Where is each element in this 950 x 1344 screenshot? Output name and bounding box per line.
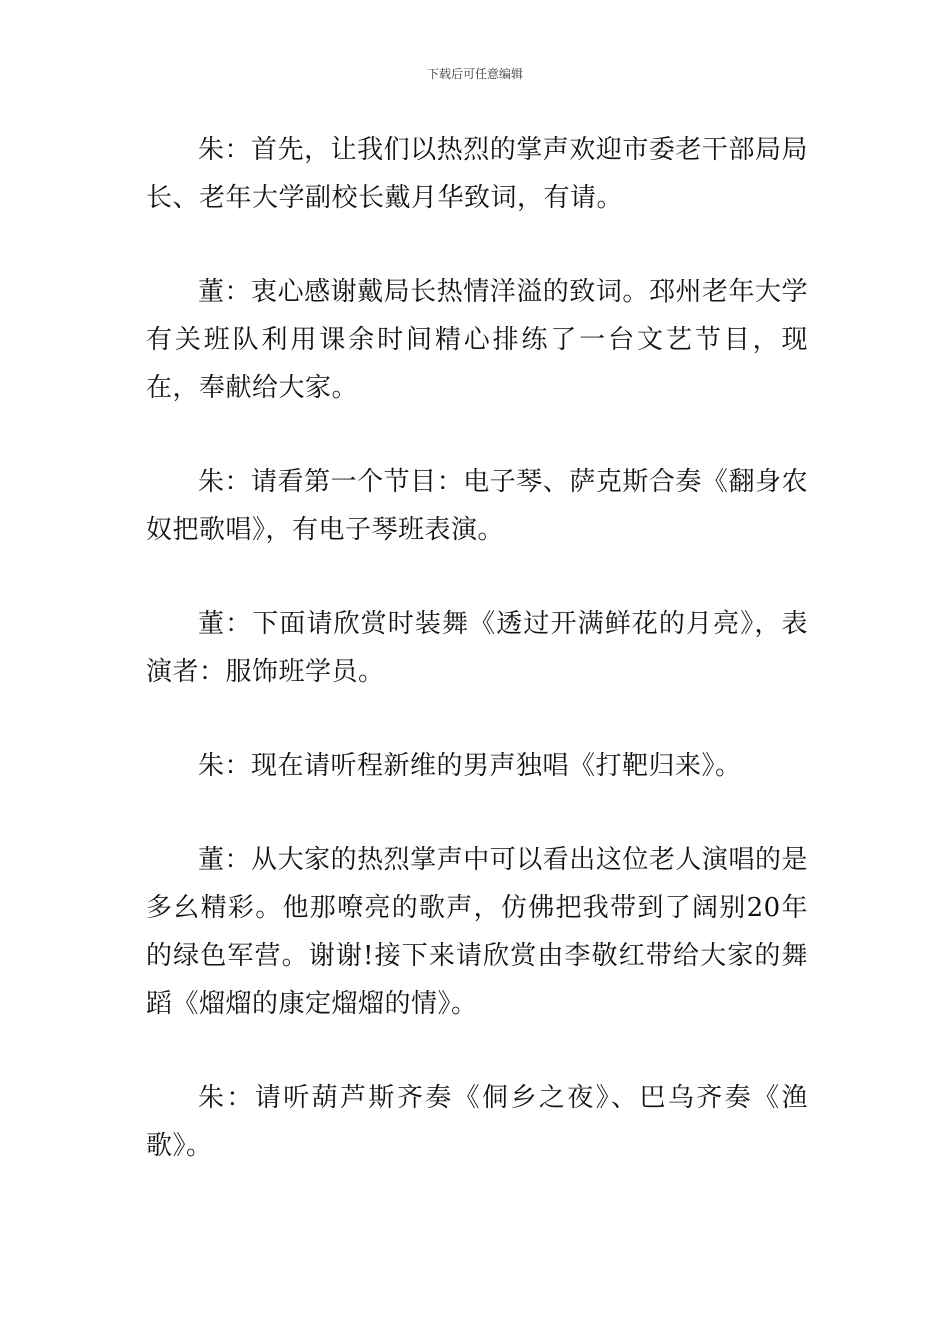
paragraph-1: 朱：首先，让我们以热烈的掌声欢迎市委老干部局局长、老年大学副校长戴月华致词，有请。	[146, 135, 808, 213]
paragraph-7: 朱：请听葫芦斯齐奏《侗乡之夜》、巴乌齐奏《渔歌》。	[146, 1083, 808, 1161]
paragraph-6: 董：从大家的热烈掌声中可以看出这位老人演唱的是多幺精彩。他那嘹亮的歌声，仿佛把我带到了阔别20年的绿色军营。谢谢!接下来请欣赏由李敬红带给大家的舞蹈《熘熘的康定熘熘的情》。	[146, 845, 808, 1019]
paragraph-3: 朱：请看第一个节目：电子琴、萨克斯合奏《翻身农奴把歌唱》，有电子琴班表演。	[146, 467, 808, 545]
paragraph-4: 董：下面请欣赏时装舞《透过开满鲜花的月亮》，表演者：服饰班学员。	[146, 609, 808, 687]
page-header: 下载后可任意编辑	[426, 67, 523, 81]
paragraph-2: 董：衷心感谢戴局长热情洋溢的致词。邳州老年大学有关班队利用课余时间精心排练了一台文艺节目，现在，奉献给大家。	[146, 277, 808, 403]
paragraph-5: 朱：现在请听程新维的男声独唱《打靶归来》。	[198, 751, 742, 781]
document-body	[146, 126, 808, 1170]
